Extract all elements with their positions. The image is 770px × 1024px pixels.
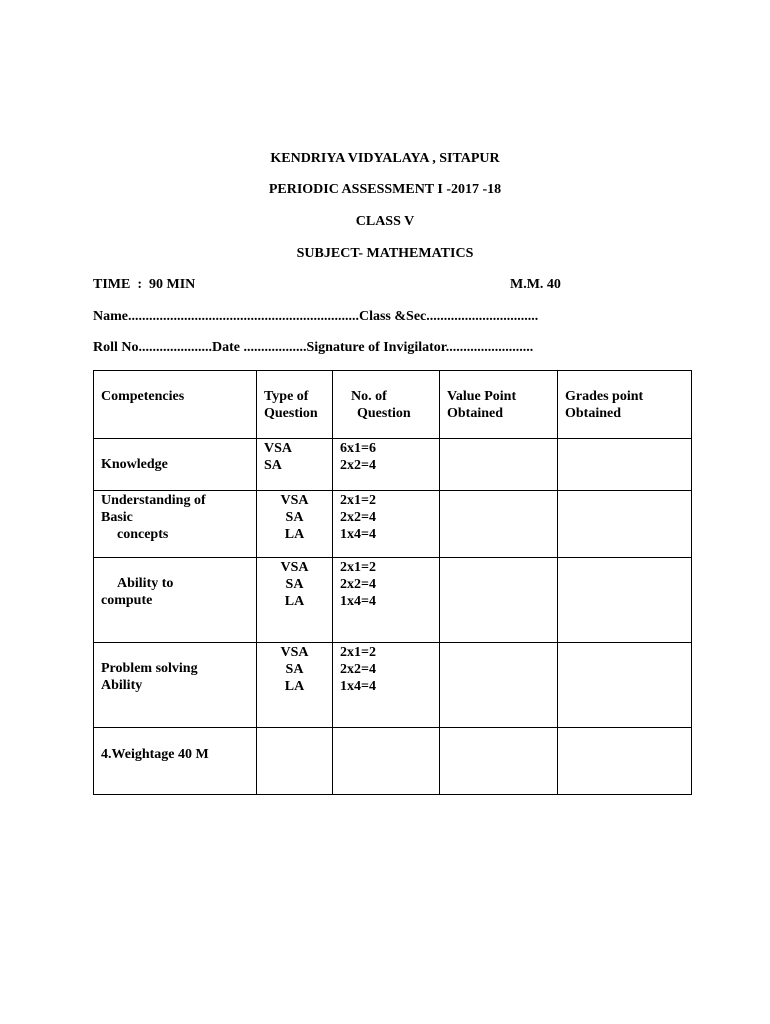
question-count-cell: 6x1=6 2x2=4 (333, 439, 440, 491)
competency-cell: Ability to compute (94, 558, 257, 643)
question-type-cell: VSA SA (257, 439, 333, 491)
competency-cell: 4.Weightage 40 M (94, 728, 257, 795)
header-cell-type-of-question: Type of Question (257, 371, 333, 439)
grades-point-cell[interactable] (558, 643, 692, 728)
question-count-cell: 2x1=2 2x2=4 1x4=4 (333, 491, 440, 558)
question-type-cell: VSA SA LA (257, 643, 333, 728)
grades-point-cell[interactable] (558, 491, 692, 558)
grades-point-cell[interactable] (558, 439, 692, 491)
competency-cell: Knowledge (94, 439, 257, 491)
header-cell-no-of-question: No. of Question (333, 371, 440, 439)
question-count-cell: 2x1=2 2x2=4 1x4=4 (333, 558, 440, 643)
question-count-cell[interactable] (333, 728, 440, 795)
header-cell-value-point-obtained: Value Point Obtained (440, 371, 558, 439)
question-type-cell: VSA SA LA (257, 558, 333, 643)
time-label: TIME : 90 MIN (93, 277, 196, 292)
header-cell-competencies: Competencies (94, 371, 257, 439)
assessment-title: PERIODIC ASSESSMENT I -2017 -18 (268, 182, 502, 197)
header-cell-grades-point-obtained: Grades point Obtained (558, 371, 692, 439)
value-point-cell[interactable] (440, 643, 558, 728)
value-point-cell[interactable] (440, 439, 558, 491)
table-row (94, 643, 692, 728)
grades-point-cell[interactable] (558, 558, 692, 643)
question-type-cell[interactable] (257, 728, 333, 795)
table-row (94, 728, 692, 795)
question-count-cell: 2x1=2 2x2=4 1x4=4 (333, 643, 440, 728)
table-header-row (94, 371, 692, 439)
subject-label: SUBJECT- MATHEMATICS (296, 246, 474, 261)
name-class-field-line: Name..................................................................Class &Sec................................ (93, 309, 539, 324)
value-point-cell[interactable] (440, 558, 558, 643)
value-point-cell[interactable] (440, 491, 558, 558)
table-row (94, 491, 692, 558)
school-name: KENDRIYA VIDYALAYA , SITAPUR (270, 151, 500, 166)
competency-table (93, 370, 692, 795)
competency-cell: Understanding of Basic concepts (94, 491, 257, 558)
grades-point-cell[interactable] (558, 728, 692, 795)
table-row (94, 558, 692, 643)
value-point-cell[interactable] (440, 728, 558, 795)
roll-date-signature-line: Roll No.....................Date ..................Signature of Invigilator......................... (93, 340, 534, 355)
max-marks-label: M.M. 40 (510, 277, 561, 292)
question-type-cell: VSA SA LA (257, 491, 333, 558)
competency-cell: Problem solving Ability (94, 643, 257, 728)
class-label: CLASS V (355, 214, 415, 229)
table-row (94, 439, 692, 491)
